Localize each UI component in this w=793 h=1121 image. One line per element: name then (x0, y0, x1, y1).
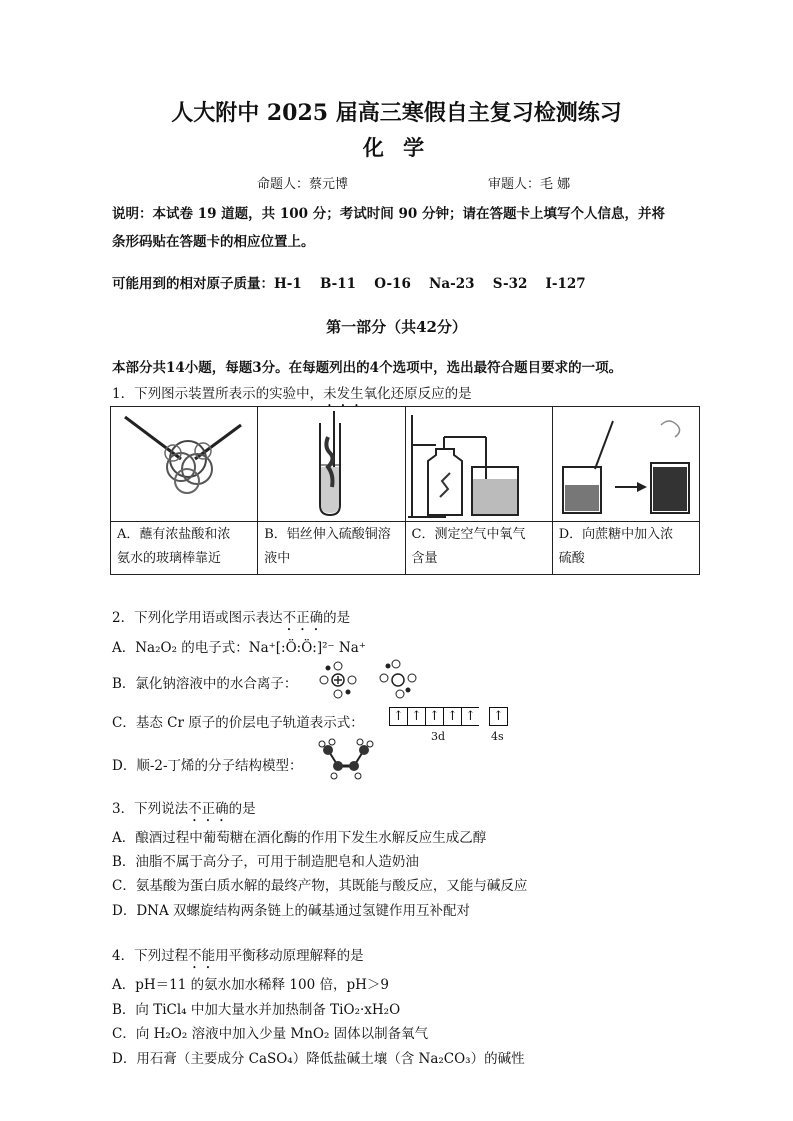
orbital-3d-3: ↑ (425, 707, 443, 726)
oxygen-measurement-apparatus-icon (406, 407, 554, 521)
q1-option-b-line1: B．铝丝伸入硫酸铜溶 (264, 527, 391, 542)
q1-option-a-line1: A．蘸有浓盐酸和浓 (117, 527, 231, 542)
q1-option-c-line1: C．测定空气中氧气 (411, 527, 526, 542)
instructions-line2: 条形码贴在答题卡的相应位置上。 (112, 234, 315, 250)
q4-stem-emphasis: 不能 (188, 948, 216, 964)
q1-option-d-line1: D．向蔗糖中加入浓 (558, 527, 674, 542)
q1-figure-table (110, 406, 700, 575)
exam-title: 人大附中 2025 届高三寒假自主复习检测练习 (171, 100, 622, 126)
q4-option-c: C．向 H₂O₂ 溶液中加入少量 MnO₂ 固体以制备氧气 (112, 1026, 429, 1042)
q1-option-c-line2: 含量 (411, 551, 438, 566)
q2-option-c: C．基态 Cr 原子的价层电子轨道表示式： (112, 715, 364, 731)
q3-option-b: B．油脂不属于高分子，可用于制造肥皂和人造奶油 (112, 854, 419, 870)
q3-option-d: D．DNA 双螺旋结构两条链上的碱基通过氢键作用互补配对 (112, 903, 470, 919)
q4-stem (112, 944, 364, 972)
q4-option-b: B．向 TiCl₄ 中加大量水并加热制备 TiO₂·xH₂O (112, 1002, 401, 1018)
reviewer: 审题人：毛 娜 (488, 177, 571, 192)
instructions-line1: 说明：本试卷 19 道题，共 100 分；考试时间 90 分钟；请在答题卡上填写个人信息，并将 (112, 206, 665, 222)
q1-stem-post: 氧化还原反应的是 (363, 386, 472, 402)
hydrated-ions-diagram (312, 656, 422, 700)
q2-stem-emphasis: 不正确 (282, 610, 324, 626)
q1-option-b (258, 522, 405, 575)
q4-stem-post: 用平衡移动原理解释的是 (215, 948, 364, 964)
glass-rods-smoke-icon (111, 407, 257, 521)
q2-stem (112, 606, 350, 634)
q1-image-d (552, 407, 699, 522)
atomic-masses: 可能用到的相对原子质量：H-1 B-11 O-16 Na-23 S-32 I-127 (112, 276, 586, 292)
cis-2-butene-model (318, 738, 374, 782)
author: 命题人：蔡元博 (257, 177, 349, 192)
test-tube-aluminum-icon (258, 407, 406, 521)
q3-stem-post: 的是 (228, 801, 256, 817)
q1-image-a (111, 407, 258, 522)
q1-option-c (405, 522, 552, 575)
q3-option-a: A．酿酒过程中葡萄糖在酒化酶的作用下发生水解反应生成乙醇 (112, 830, 487, 846)
sucrose-sulfuric-acid-icon (553, 407, 699, 521)
orbital-3d-4: ↑ (443, 707, 461, 726)
q1-image-c (405, 407, 552, 522)
q1-option-a-line2: 氨水的玻璃棒靠近 (117, 551, 222, 566)
q3-stem (112, 797, 256, 825)
na2o2-electron-formula: Na⁺[:Ö:Ö:]²⁻ Na⁺ (248, 640, 366, 656)
q2-stem-post: 的是 (323, 610, 351, 626)
orbital-3d-5: ↑ (461, 707, 479, 726)
q1-option-b-line2: 液中 (264, 551, 291, 566)
q3-stem-pre: 3．下列说法 (112, 801, 189, 817)
orbital-3d-1: ↑ (389, 707, 407, 726)
subject-title: 化 学 (362, 135, 431, 160)
orbital-4s: ↑ (489, 707, 508, 726)
q3-stem-emphasis: 不正确 (188, 801, 229, 817)
q1-option-d (552, 522, 699, 575)
q2-option-a (112, 636, 366, 656)
part1-description: 本部分共14小题，每题3分。在每题列出的4个选项中，选出最符合题目要求的一项。 (112, 360, 623, 376)
q4-stem-pre: 4．下列过程 (112, 948, 189, 964)
q1-image-b (258, 407, 405, 522)
label-3d: 3d (431, 730, 446, 743)
q2-option-b: B．氯化钠溶液中的水合离子： (112, 676, 298, 692)
q1-stem-pre: 1．下列图示装置所表示的实验中， (112, 386, 324, 402)
part1-heading: 第一部分（共42分） (326, 318, 467, 336)
q2-option-d: D．顺-2-丁烯的分子结构模型： (112, 758, 303, 774)
q1-option-a (111, 522, 258, 575)
q2-stem-pre: 2．下列化学用语或图示表达 (112, 610, 283, 626)
q2-option-a-label: A．Na₂O₂ 的电子式： (112, 640, 249, 656)
label-4s: 4s (491, 730, 504, 743)
orbital-3d-2: ↑ (407, 707, 425, 726)
q3-option-c: C．氨基酸为蛋白质水解的最终产物，其既能与酸反应，又能与碱反应 (112, 878, 528, 894)
cr-orbital-diagram (389, 707, 508, 726)
q1-stem-emphasis: 未发生 (323, 386, 364, 402)
q4-option-a: A．pH＝11 的氨水加水稀释 100 倍，pH＞9 (112, 977, 389, 993)
q1-option-d-line2: 硫酸 (558, 551, 585, 566)
q4-option-d: D．用石膏（主要成分 CaSO₄）降低盐碱土壤（含 Na₂CO₃）的碱性 (112, 1051, 525, 1067)
